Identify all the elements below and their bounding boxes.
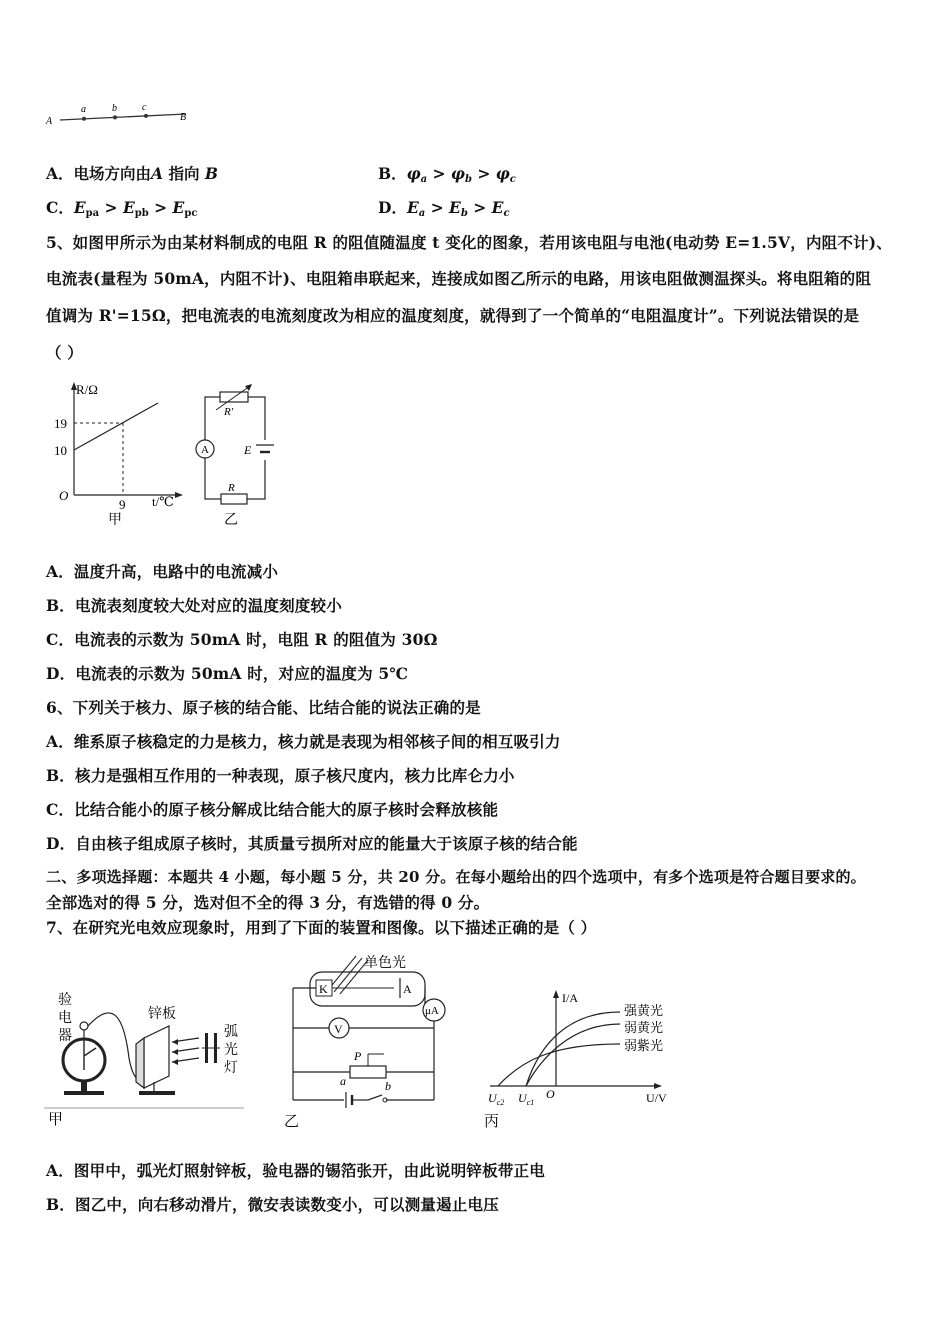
- q5-option-b[interactable]: B．电流表刻度较大处对应的温度刻度较小: [46, 596, 342, 615]
- svg-text:I/A: I/A: [562, 991, 578, 1005]
- ammeter-label: A: [201, 444, 209, 456]
- q4-option-c[interactable]: C．$E_{pa} > E_{pb} > E_{pc}$: [46, 198, 198, 219]
- svg-text:b: b: [385, 1079, 391, 1093]
- svg-text:K: K: [319, 982, 328, 996]
- svg-text:强黄光: 强黄光: [624, 1003, 664, 1018]
- photocurrent-graph: [480, 982, 680, 1130]
- label-B: B: [180, 112, 187, 123]
- svg-text:电: 电: [58, 1011, 72, 1026]
- svg-text:A: A: [403, 982, 412, 996]
- y-tick-10: 10: [54, 443, 67, 458]
- section2-instruction-line1: 二、多项选择题：本题共 4 小题，每小题 5 分，共 20 分。在每小题给出的四个选项中，有多个选项是符合题目要求的。: [46, 868, 866, 886]
- q6-option-b[interactable]: B．核力是强相互作用的一种表现，原子核尺度内，核力比库仑力小: [46, 766, 515, 785]
- svg-text:弱紫光: 弱紫光: [624, 1038, 664, 1053]
- origin-label: O: [59, 488, 69, 503]
- svg-text:V: V: [334, 1022, 343, 1036]
- x-axis-label: t/℃: [152, 494, 174, 509]
- y-axis-label: R/Ω: [76, 382, 98, 397]
- q7-option-a[interactable]: A．图甲中，弧光灯照射锌板，验电器的锡箔张开，由此说明锌板带正电: [46, 1161, 545, 1180]
- electroscope-figure: [44, 978, 249, 1128]
- q4-option-a[interactable]: A．电场方向由A 指向 B: [46, 164, 218, 183]
- emf-label: E: [244, 443, 252, 457]
- circuit-caption: 乙: [224, 513, 238, 527]
- svg-text:O: O: [546, 1087, 555, 1101]
- thermometer-circuit: [188, 382, 278, 527]
- graph-caption: 甲: [108, 513, 122, 528]
- q4-option-b[interactable]: B．$\varphi_a > \varphi_b > \varphi_c$: [378, 164, 516, 185]
- q5-stem-line1: 5、如图甲所示为由某材料制成的电阻 R 的阻值随温度 t 变化的图象，若用该电阻与电池(电动势 E=1.5V，内阻不计)、: [46, 233, 892, 252]
- svg-text:a: a: [340, 1074, 346, 1088]
- q6-stem: 6、下列关于核力、原子核的结合能、比结合能的说法正确的是: [46, 698, 481, 717]
- label-c: c: [142, 102, 147, 113]
- svg-text:灯: 灯: [224, 1061, 238, 1076]
- svg-text:弱黄光: 弱黄光: [624, 1020, 664, 1035]
- q4-option-d[interactable]: D．$E_a > E_b > E_c$: [378, 198, 510, 219]
- q5-stem-line3: 值调为 R'=15Ω，把电流表的电流刻度改为相应的温度刻度，就得到了一个简单的“电阻温度计”。下列说法错误的是: [46, 306, 860, 325]
- resistor-label: R: [228, 482, 235, 494]
- svg-text:光: 光: [224, 1043, 238, 1058]
- svg-text:锌板: 锌板: [148, 1007, 176, 1022]
- svg-text:Uc1: $U_{c1}$: [518, 1091, 535, 1107]
- fig3-caption: 丙: [484, 1114, 500, 1130]
- svg-text:弧: 弧: [224, 1025, 238, 1040]
- section2-instruction-line2: 全部选对的得 5 分，选对但不全的得 3 分，有选错的得 0 分。: [46, 893, 490, 912]
- svg-text:U/V: U/V: [646, 1091, 667, 1105]
- field-line-figure: [40, 98, 200, 130]
- phototube-circuit: [282, 950, 462, 1130]
- q5-stem-line2: 电流表(量程为 50mA，内阻不计)、电阻箱串联起来，连接成如图乙所示的电路，用该电阻做测温探头。将电阻箱的阻: [46, 269, 872, 288]
- q5-stem-line4: （ ）: [46, 343, 83, 362]
- q6-option-d[interactable]: D．自由核子组成原子核时，其质量亏损所对应的能量大于该原子核的结合能: [46, 834, 578, 853]
- rheostat-label: R': [224, 406, 234, 418]
- resistance-temperature-graph: [44, 378, 184, 528]
- svg-text:μA: μA: [425, 1005, 439, 1017]
- label-A: A: [46, 116, 53, 127]
- svg-text:Uc2: $U_{c2}$: [488, 1091, 505, 1107]
- svg-text:P: P: [354, 1049, 362, 1063]
- q5-option-a[interactable]: A．温度升高，电路中的电流减小: [46, 562, 279, 581]
- label-b: b: [112, 103, 117, 114]
- q7-stem: 7、在研究光电效应现象时，用到了下面的装置和图像。以下描述正确的是（ ）: [46, 918, 597, 937]
- fig2-caption: 乙: [284, 1114, 300, 1130]
- svg-text:单色光: 单色光: [364, 956, 406, 971]
- q5-option-c[interactable]: C．电流表的示数为 50mA 时，电阻 R 的阻值为 30Ω: [46, 630, 438, 649]
- x-tick-9: 9: [119, 497, 126, 512]
- q6-option-c[interactable]: C．比结合能小的原子核分解成比结合能大的原子核时会释放核能: [46, 800, 499, 819]
- svg-text:器: 器: [58, 1029, 72, 1044]
- svg-text:验: 验: [58, 993, 72, 1008]
- q6-option-a[interactable]: A．维系原子核稳定的力是核力，核力就是表现为相邻核子间的相互吸引力: [46, 732, 561, 751]
- label-a: a: [81, 104, 86, 115]
- y-tick-19: 19: [54, 416, 67, 431]
- q7-option-b[interactable]: B．图乙中，向右移动滑片，微安表读数变小，可以测量遏止电压: [46, 1195, 499, 1214]
- fig1-caption: 甲: [48, 1112, 64, 1128]
- q5-option-d[interactable]: D．电流表的示数为 50mA 时，对应的温度为 5℃: [46, 664, 409, 683]
